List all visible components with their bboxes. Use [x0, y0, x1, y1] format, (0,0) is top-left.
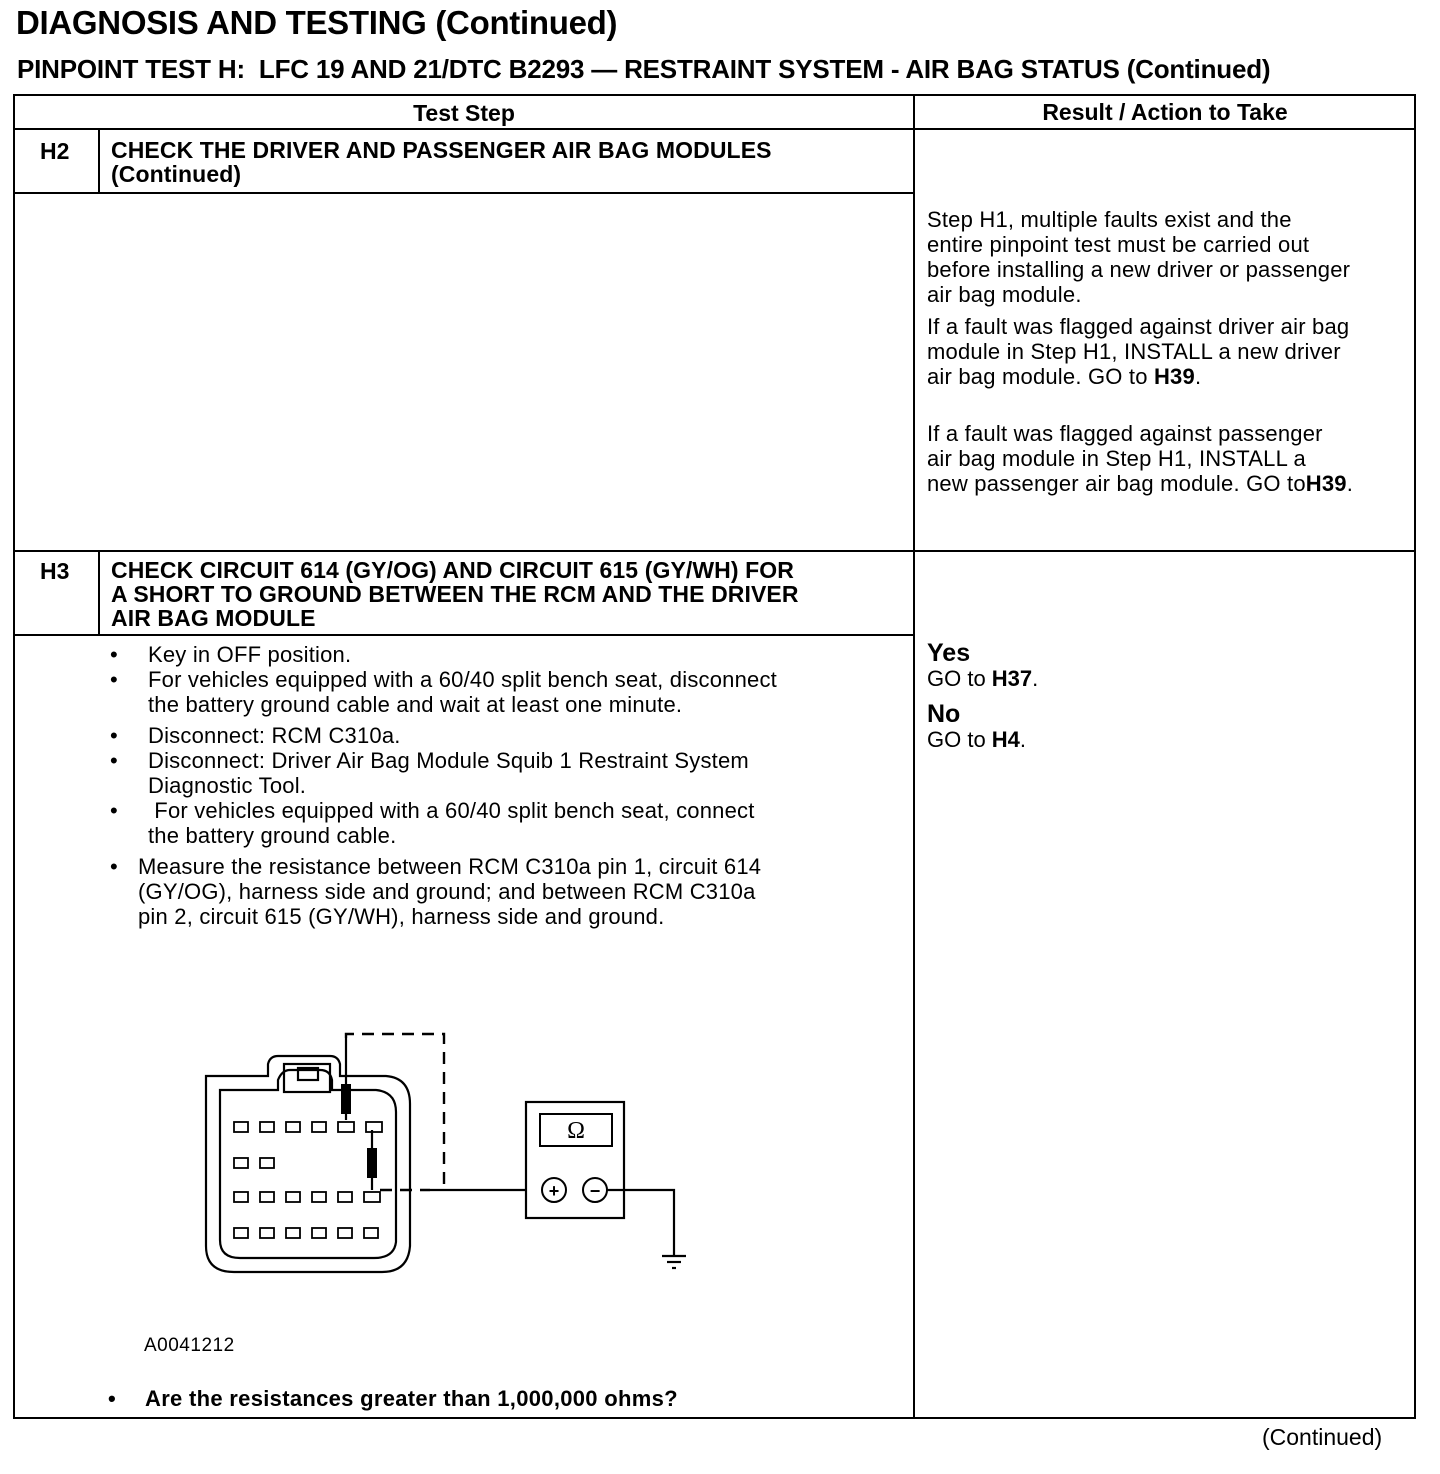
- line: Diagnostic Tool.: [148, 773, 307, 798]
- pinpoint-test-text: LFC 19 AND 21/DTC B2293 — RESTRAINT SYSTEM - AIR BAG STATUS (Continued): [258, 54, 1271, 84]
- line: module in Step H1, INSTALL a new driver: [927, 339, 1341, 364]
- procedure-item: [108, 798, 898, 848]
- h3-procedure-list: [108, 642, 898, 929]
- ref-h37: H37: [991, 666, 1033, 691]
- page-title: DIAGNOSIS AND TESTING (Continued): [16, 4, 618, 41]
- procedure-item: [108, 748, 898, 798]
- col-header-result: Result / Action to Take: [1042, 99, 1288, 125]
- line: If a fault was flagged against driver air bag: [927, 314, 1350, 339]
- h2-result-para-3: If a fault was flagged against passenger air bag module in Step H1, INSTALL a new passenger air bag module. GO toH39.: [927, 421, 1354, 496]
- cavity: [312, 1122, 326, 1132]
- cavity: [260, 1122, 274, 1132]
- cavity: [364, 1228, 378, 1238]
- pinpoint-test-title: [17, 54, 1270, 85]
- ref-h4: H4: [991, 727, 1020, 752]
- ground-symbol-icon: [662, 1256, 686, 1268]
- bullet: •: [110, 642, 118, 667]
- bullet: •: [110, 854, 118, 879]
- plus-sign: +: [548, 1181, 560, 1201]
- step-number-h2: H2: [40, 138, 70, 164]
- header-divider: [14, 128, 1415, 130]
- h2-result: [927, 207, 1417, 496]
- connector-housing-outline: [206, 1056, 410, 1272]
- probe-tip-pin-2: [367, 1148, 377, 1178]
- cavity: [234, 1158, 248, 1168]
- step-title-h2: [111, 138, 772, 186]
- minus-sign: −: [589, 1181, 601, 1201]
- step-title-h3-line: AIR BAG MODULE: [111, 605, 316, 631]
- line: air bag module. GO to: [927, 364, 1154, 389]
- col-header-test-step: Test Step: [413, 100, 515, 126]
- line: Step H1, multiple faults exist and the: [927, 207, 1292, 232]
- cavity: [260, 1228, 274, 1238]
- connector-measurement-diagram: [190, 1020, 710, 1280]
- ref-h39: H39: [1305, 471, 1347, 496]
- pinpoint-test-prefix: PINPOINT TEST H:: [17, 54, 245, 84]
- column-divider: [913, 95, 915, 1418]
- procedure-item: [108, 723, 898, 748]
- ground-lead: [607, 1190, 674, 1256]
- h3-no-block: [927, 701, 1026, 752]
- no-label: No: [927, 700, 961, 728]
- cavity: [234, 1122, 248, 1132]
- step-title-h2-line1: CHECK THE DRIVER AND PASSENGER AIR BAG MODULES: [111, 137, 772, 163]
- yes-action-text: GO to: [927, 666, 992, 691]
- cavity: [338, 1192, 352, 1202]
- line: Key in OFF position.: [148, 642, 352, 667]
- bullet: •: [110, 748, 118, 773]
- line: air bag module in Step H1, INSTALL a: [927, 446, 1306, 471]
- line: Disconnect: Driver Air Bag Module Squib 1 Restraint System: [148, 748, 749, 773]
- footer-continued: (Continued): [1262, 1424, 1383, 1450]
- line: (GY/OG), harness side and ground; and between RCM C310a: [138, 879, 756, 904]
- cavity-pin-1: [338, 1122, 354, 1132]
- no-action: GO to H4.: [927, 727, 1027, 752]
- step-title-h3: [111, 558, 799, 630]
- line: Disconnect: RCM C310a.: [148, 723, 401, 748]
- procedure-item: [108, 642, 898, 667]
- probe-tip-pin-1: [341, 1084, 351, 1114]
- cavity: [312, 1192, 326, 1202]
- yes-label: Yes: [927, 639, 971, 667]
- cavity: [286, 1228, 300, 1238]
- cavity: [286, 1192, 300, 1202]
- cavity: [366, 1122, 382, 1132]
- ref-h39: H39: [1153, 364, 1195, 389]
- h3-yes-block: [927, 640, 1038, 691]
- step-title-h2-line2: (Continued): [111, 161, 242, 187]
- cavity: [234, 1192, 248, 1202]
- h2-result-para-1: [927, 207, 1417, 307]
- h3-question: [108, 1386, 678, 1412]
- bullet: •: [108, 1386, 117, 1411]
- h2-result-para-2: If a fault was flagged against driver air bag module in Step H1, INSTALL a new driver air bag module. GO to H39.: [927, 314, 1350, 389]
- cavity: [260, 1192, 274, 1202]
- procedure-item: [108, 854, 898, 929]
- bullet: •: [110, 798, 118, 823]
- line: the battery ground cable and wait at least one minute.: [148, 692, 683, 717]
- line: before installing a new driver or passenger: [927, 257, 1351, 282]
- line: Measure the resistance between RCM C310a pin 1, circuit 614: [138, 854, 762, 879]
- question-text: Are the resistances greater than 1,000,000 ohms?: [145, 1386, 678, 1411]
- line: air bag module.: [927, 282, 1082, 307]
- cavity: [312, 1228, 326, 1238]
- cavity-pin-2: [364, 1192, 380, 1202]
- line: the battery ground cable.: [148, 823, 397, 848]
- ohm-symbol: Ω: [567, 1118, 585, 1144]
- line: pin 2, circuit 615 (GY/WH), harness side and ground.: [138, 904, 665, 929]
- h2-title-divider: [14, 192, 914, 194]
- cavity: [338, 1228, 352, 1238]
- figure-code: A0041212: [144, 1335, 235, 1356]
- line: For vehicles equipped with a 60/40 split bench seat, connect: [148, 798, 755, 823]
- cavity: [286, 1122, 300, 1132]
- no-action-text: GO to: [927, 727, 992, 752]
- line: If a fault was flagged against passenger: [927, 421, 1323, 446]
- yes-action: GO to H37.: [927, 666, 1039, 691]
- step-title-h3-line: CHECK CIRCUIT 614 (GY/OG) AND CIRCUIT 615 (GY/WH) FOR: [111, 557, 794, 583]
- row-divider: [14, 550, 1415, 552]
- bullet: •: [110, 723, 118, 748]
- procedure-item: [108, 667, 898, 717]
- line: For vehicles equipped with a 60/40 split bench seat, disconnect: [148, 667, 777, 692]
- line: new passenger air bag module. GO to: [927, 471, 1306, 496]
- cavity: [234, 1228, 248, 1238]
- step-title-h3-line: A SHORT TO GROUND BETWEEN THE RCM AND THE DRIVER: [111, 581, 799, 607]
- cavity: [260, 1158, 274, 1168]
- line: entire pinpoint test must be carried out: [927, 232, 1310, 257]
- h2-number-divider: [98, 129, 100, 193]
- h3-title-divider: [14, 634, 914, 636]
- step-number-h3: H3: [40, 558, 70, 584]
- bullet: •: [110, 667, 118, 692]
- h3-number-divider: [98, 551, 100, 635]
